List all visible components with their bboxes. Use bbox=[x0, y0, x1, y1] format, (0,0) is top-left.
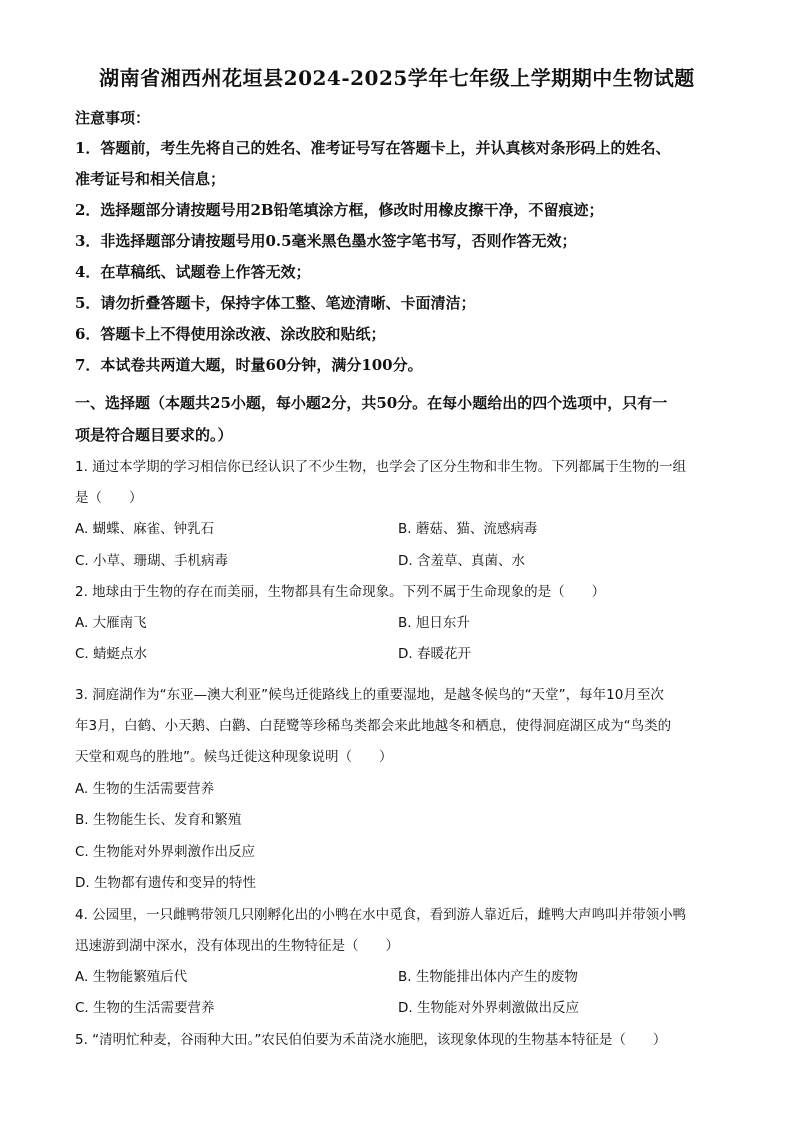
question-4-option-b: B. 生物能排出体内产生的废物 bbox=[398, 969, 578, 985]
question-3-option-b: B. 生物能生长、发育和繁殖 bbox=[75, 812, 242, 828]
question-4-stem: 4. 公园里，一只雌鸭带领几只刚孵化出的小鸭在水中觅食，看到游人靠近后，雌鸭大声鸣叫并带领小鸭 bbox=[75, 907, 687, 923]
section-heading-cont: 项是符合题目要求的。） bbox=[75, 426, 233, 444]
notice-item: 6．答题卡上不得使用涂改液、涂改胶和贴纸； bbox=[75, 325, 386, 343]
question-1-option-b: B. 蘑菇、猫、流感病毒 bbox=[398, 521, 538, 537]
question-2-option-d: D. 春暖花开 bbox=[398, 646, 471, 662]
question-2-option-c: C. 蜻蜓点水 bbox=[75, 646, 148, 662]
question-2-option-a: A. 大雁南飞 bbox=[75, 615, 147, 631]
question-4-option-a: A. 生物能繁殖后代 bbox=[75, 969, 188, 985]
question-1-option-d: D. 含羞草、真菌、水 bbox=[398, 553, 525, 569]
question-2-stem: 2. 地球由于生物的存在而美丽，生物都具有生命现象。下列不属于生命现象的是（ ） bbox=[75, 584, 606, 600]
question-4-option-d: D. 生物能对外界刺激做出反应 bbox=[398, 1000, 579, 1016]
question-3-stem-cont: 天堂和观鸟的胜地”。候鸟迁徙这种现象说明（ ） bbox=[75, 749, 393, 765]
notice-item: 2．选择题部分请按题号用2B铅笔填涂方框，修改时用橡皮擦干净，不留痕迹； bbox=[75, 201, 604, 219]
page-title: 湖南省湘西州花垣县2024-2025学年七年级上学期期中生物试题 bbox=[99, 66, 695, 90]
notice-item: 5．请勿折叠答题卡，保持字体工整、笔迹清晰、卡面清洁； bbox=[75, 294, 476, 312]
notice-item: 3．非选择题部分请按题号用0.5毫米黑色墨水签字笔书写，否则作答无效； bbox=[75, 232, 577, 250]
section-heading: 一、选择题（本题共25小题，每小题2分，共50分。在每小题给出的四个选项中，只有一 bbox=[75, 394, 668, 412]
question-4-option-c: C. 生物的生活需要营养 bbox=[75, 1000, 215, 1016]
notice-item: 7．本试卷共两道大题，时量60分钟，满分100分。 bbox=[75, 356, 423, 374]
question-3-option-d: D. 生物都有遗传和变异的特性 bbox=[75, 875, 256, 891]
notice-item: 1．答题前，考生先将自己的姓名、准考证号写在答题卡上，并认真核对条形码上的姓名、 bbox=[75, 139, 671, 157]
question-2-option-b: B. 旭日东升 bbox=[398, 615, 470, 631]
question-1-option-a: A. 蝴蝶、麻雀、钟乳石 bbox=[75, 521, 215, 537]
question-1-option-c: C. 小草、珊瑚、手机病毒 bbox=[75, 553, 229, 569]
question-4-stem-cont: 迅速游到湖中深水，没有体现出的生物特征是（ ） bbox=[75, 938, 399, 954]
question-1-stem: 1. 通过本学期的学习相信你已经认识了不少生物，也学会了区分生物和非生物。下列都属于生物的一组 bbox=[75, 459, 687, 475]
question-3-stem-cont: 年3月，白鹤、小天鹅、白鹳、白琵鹭等珍稀鸟类都会来此地越冬和栖息，使得洞庭湖区成为“鸟类的 bbox=[75, 718, 672, 734]
question-3-option-a: A. 生物的生活需要营养 bbox=[75, 781, 215, 797]
question-1-stem-cont: 是（ ） bbox=[75, 490, 143, 506]
notice-heading: 注意事项： bbox=[75, 109, 151, 127]
question-3-option-c: C. 生物能对外界刺激作出反应 bbox=[75, 844, 256, 860]
question-5-stem: 5. “清明忙种麦，谷雨种大田。”农民伯伯要为禾苗浇水施肥，该现象体现的生物基本特征是（ ） bbox=[75, 1032, 667, 1048]
notice-item: 准考证号和相关信息； bbox=[75, 170, 226, 188]
question-3-stem: 3. 洞庭湖作为“东亚—澳大利亚”候鸟迁徙路线上的重要湿地，是越冬候鸟的“天堂”，每年10月至次 bbox=[75, 687, 664, 703]
notice-item: 4．在草稿纸、试题卷上作答无效； bbox=[75, 263, 311, 281]
